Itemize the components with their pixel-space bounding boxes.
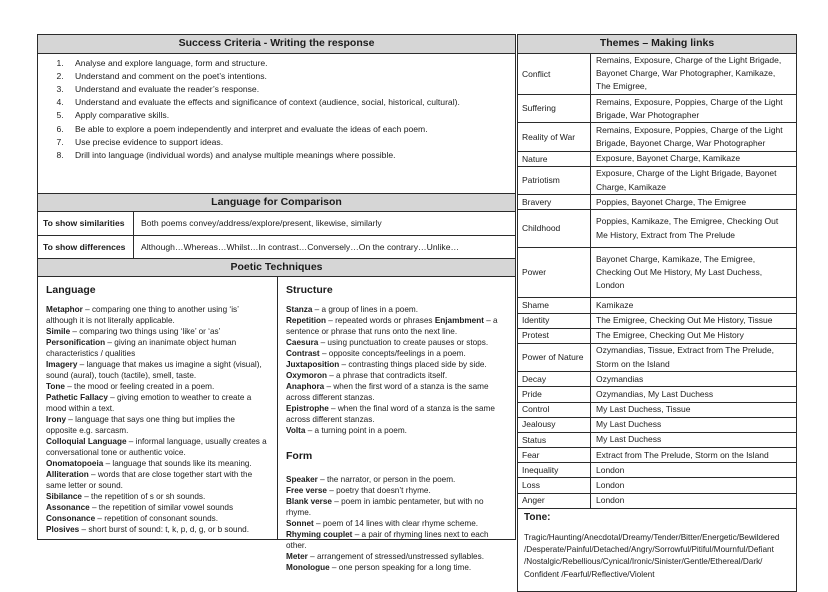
theme-name: Nature bbox=[518, 152, 591, 166]
themes-table bbox=[517, 54, 797, 509]
term-definition: Sonnet – poem of 14 lines with clear rhyme scheme. bbox=[286, 519, 479, 529]
language-heading: Language bbox=[46, 284, 96, 297]
theme-row bbox=[517, 494, 797, 509]
theme-name: Jealousy bbox=[518, 418, 591, 432]
structure-column bbox=[278, 277, 515, 573]
success-criteria-list bbox=[38, 58, 509, 162]
theme-name: Loss bbox=[518, 478, 591, 492]
language-terms-list bbox=[46, 305, 268, 536]
term-definition: Pathetic Fallacy – giving emotion to weather to create a mood within a text. bbox=[46, 393, 252, 414]
term-definition: Colloquial Language – informal language, usually creates a conversational tone or authentic voice. bbox=[46, 437, 267, 458]
theme-row bbox=[517, 433, 797, 448]
success-criteria-item: 6. Be able to explore a poem independently and interpret and evaluate the ideas of each poem. bbox=[66, 124, 509, 136]
theme-row bbox=[517, 403, 797, 418]
theme-name: Control bbox=[518, 403, 591, 417]
theme-name: Reality of War bbox=[518, 123, 591, 150]
poetic-techniques-columns bbox=[37, 277, 516, 573]
theme-row bbox=[517, 314, 797, 329]
poetic-techniques-header: Poetic Techniques bbox=[37, 259, 516, 278]
term-definition: Metaphor – comparing one thing to another using ‘is’ although it is not literally applicable. bbox=[46, 305, 239, 326]
term-definition: Meter – arrangement of stressed/unstressed syllables. bbox=[286, 552, 484, 562]
theme-poems: London bbox=[596, 479, 625, 490]
term-definition: Tone – the mood or feeling created in a poem. bbox=[46, 382, 215, 392]
theme-poems: The Emigree, Checking Out Me History bbox=[596, 330, 744, 341]
term-definition: Assonance – the repetition of similar vowel sounds bbox=[46, 503, 234, 513]
comparison-row-value: Although…Whereas…Whilst…In contrast…Conversely…On the contrary…Unlike… bbox=[141, 241, 460, 252]
language-for-comparison-rows bbox=[37, 212, 516, 259]
theme-poems: Ozymandias, Tissue, Extract from The Prelude, Storm on the Island bbox=[596, 345, 774, 369]
theme-poems: London bbox=[596, 464, 625, 475]
term-definition: Simile – comparing two things using ‘like’ or ‘as’ bbox=[46, 327, 221, 337]
comparison-row bbox=[37, 212, 516, 235]
themes-header: Themes – Making links bbox=[517, 34, 797, 54]
theme-row bbox=[517, 123, 797, 151]
success-criteria-item: 1. Analyse and explore language, form and structure. bbox=[66, 58, 509, 70]
theme-row bbox=[517, 344, 797, 372]
theme-poems: Remains, Exposure, Poppies, Charge of the Light Brigade, Bayonet Charge, War Photographer bbox=[596, 124, 783, 149]
term-definition: Alliteration – words that are close together start with the same letter or sound. bbox=[46, 470, 253, 491]
theme-name: Patriotism bbox=[518, 167, 591, 194]
theme-name: Decay bbox=[518, 372, 591, 386]
theme-name: Bravery bbox=[518, 195, 591, 209]
term-definition: Volta – a turning point in a poem. bbox=[286, 426, 407, 436]
term-definition: Stanza – a group of lines in a poem. bbox=[286, 305, 418, 315]
theme-row bbox=[517, 329, 797, 344]
theme-poems: Exposure, Bayonet Charge, Kamikaze bbox=[596, 153, 741, 164]
term-definition: Onomatopoeia – language that sounds like its meaning. bbox=[46, 459, 252, 469]
term-definition: Oxymoron – a phrase that contradicts itself. bbox=[286, 371, 448, 381]
theme-row bbox=[517, 448, 797, 463]
theme-row bbox=[517, 152, 797, 167]
theme-row bbox=[517, 478, 797, 493]
language-for-comparison-header: Language for Comparison bbox=[37, 194, 516, 213]
success-criteria-item: 7. Use precise evidence to support ideas. bbox=[66, 137, 509, 149]
term-definition: Speaker – the narrator, or person in the poem. bbox=[286, 475, 456, 485]
theme-name: Suffering bbox=[518, 95, 591, 122]
theme-row bbox=[517, 167, 797, 195]
theme-name: Shame bbox=[518, 298, 591, 312]
theme-name: Childhood bbox=[518, 210, 591, 246]
success-criteria-item: 5. Apply comparative skills. bbox=[66, 110, 509, 122]
theme-poems: The Emigree, Checking Out Me History, Tissue bbox=[596, 315, 773, 326]
tone-label: Tone: bbox=[524, 511, 551, 523]
theme-row bbox=[517, 195, 797, 210]
theme-name: Fear bbox=[518, 448, 591, 462]
tone-text: Tragic/Haunting/Anecdotal/Dreamy/Tender/Bitter/Energetic/Bewildered /Desperate/Painful/Detached/Angry/Sorrowful/Pitiful/Mournful/Defiant /Nostalgic/Rebellious/Cynical/Ironic/Sinister/Gentle/Ethereal/Dark/ Confident /Fearful/Reflective/Violent bbox=[524, 532, 780, 579]
theme-row bbox=[517, 95, 797, 123]
theme-row bbox=[517, 463, 797, 478]
term-definition: Personification – giving an inanimate object human characteristics / qualities bbox=[46, 338, 237, 359]
theme-poems: Remains, Exposure, Charge of the Light Brigade, Bayonet Charge, War Photographer, Kamikaze, The Emigree, bbox=[596, 55, 782, 92]
theme-poems: Remains, Exposure, Poppies, Charge of the Light Brigade, War Photographer bbox=[596, 96, 783, 120]
form-heading: Form bbox=[286, 450, 313, 463]
theme-poems: Kamikaze bbox=[596, 299, 634, 310]
term-definition: Free verse – poetry that doesn’t rhyme. bbox=[286, 486, 431, 496]
comparison-row-label: To show differences bbox=[38, 236, 134, 258]
term-definition: Epistrophe – when the final word of a stanza is the same across different stanzas. bbox=[286, 404, 495, 425]
theme-poems: Bayonet Charge, Kamikaze, The Emigree, Checking Out Me History, My Last Duchess, London bbox=[596, 253, 763, 291]
term-definition: Monologue – one person speaking for a long time. bbox=[286, 563, 472, 573]
theme-row bbox=[517, 387, 797, 402]
term-definition: Repetition – repeated words or phrases Enjambment – a sentence or phrase that runs onto the next line. bbox=[286, 316, 498, 337]
term-definition: Caesura – using punctuation to create pauses or stops. bbox=[286, 338, 489, 348]
form-terms-list bbox=[286, 475, 506, 574]
theme-name: Power of Nature bbox=[518, 344, 591, 371]
theme-row bbox=[517, 248, 797, 299]
theme-poems: Poppies, Bayonet Charge, The Emigree bbox=[596, 196, 747, 207]
theme-name: Pride bbox=[518, 387, 591, 401]
theme-row bbox=[517, 54, 797, 96]
term-definition: Irony – language that says one thing but implies the opposite e.g. sarcasm. bbox=[46, 415, 235, 436]
term-definition: Sibilance – the repetition of s or sh sounds. bbox=[46, 492, 206, 502]
term-definition: Consonance – repetition of consonant sounds. bbox=[46, 514, 219, 524]
comparison-row-label: To show similarities bbox=[38, 212, 134, 234]
theme-row bbox=[517, 298, 797, 313]
theme-row bbox=[517, 372, 797, 387]
theme-name: Anger bbox=[518, 494, 591, 508]
tone-box bbox=[517, 509, 797, 592]
theme-name: Protest bbox=[518, 329, 591, 343]
language-column bbox=[38, 277, 278, 539]
success-criteria-item: 2. Understand and comment on the poet’s intentions. bbox=[66, 71, 509, 83]
theme-poems: Ozymandias, My Last Duchess bbox=[596, 388, 714, 399]
success-criteria-item: 8. Drill into language (individual words) and analyse multiple meanings where possible. bbox=[66, 150, 509, 162]
theme-poems: My Last Duchess, Tissue bbox=[596, 404, 691, 415]
theme-poems: Poppies, Kamikaze, The Emigree, Checking Out Me History, Extract from The Prelude bbox=[596, 216, 779, 240]
structure-terms-list bbox=[286, 305, 506, 437]
term-definition: Contrast – opposite concepts/feelings in a poem. Juxtaposition – contrasting things placed side by side. bbox=[286, 349, 487, 370]
theme-poems: Exposure, Charge of the Light Brigade, Bayonet Charge, Kamikaze bbox=[596, 168, 777, 192]
left-column bbox=[37, 34, 516, 573]
success-criteria-header: Success Criteria - Writing the response bbox=[37, 34, 516, 54]
term-definition: Plosives – short burst of sound: t, k, p, d, g, or b sound. bbox=[46, 525, 249, 535]
theme-name: Identity bbox=[518, 314, 591, 328]
comparison-row-value: Both poems convey/address/explore/present, likewise, similarly bbox=[141, 218, 382, 229]
term-definition: Rhyming couplet – a pair of rhyming lines next to each other. bbox=[286, 530, 489, 551]
theme-poems: Extract from The Prelude, Storm on the Island bbox=[596, 449, 769, 460]
success-criteria-item: 4. Understand and evaluate the effects and significance of context (audience, social, historical, cultural). bbox=[66, 97, 509, 109]
theme-name: Status bbox=[518, 433, 591, 447]
theme-name: Inequality bbox=[518, 463, 591, 477]
term-definition: Blank verse – poem in iambic pentameter, but with no rhyme. bbox=[286, 497, 484, 518]
theme-row bbox=[517, 210, 797, 247]
term-definition: Anaphora – when the first word of a stanza is the same across different stanzas. bbox=[286, 382, 489, 403]
comparison-row bbox=[37, 236, 516, 259]
theme-poems: My Last Duchess bbox=[596, 419, 662, 430]
theme-name: Conflict bbox=[518, 54, 591, 95]
structure-heading: Structure bbox=[286, 284, 333, 297]
success-criteria-body bbox=[37, 54, 516, 194]
theme-name: Power bbox=[518, 248, 591, 298]
theme-poems: London bbox=[596, 495, 625, 506]
theme-poems: Ozymandias bbox=[596, 373, 644, 384]
theme-row bbox=[517, 418, 797, 433]
term-definition: Imagery – language that makes us imagine a sight (visual), sound (aural), touch (tactile), smell, taste. bbox=[46, 360, 262, 381]
theme-poems: My Last Duchess bbox=[596, 434, 662, 445]
right-column bbox=[517, 34, 797, 592]
success-criteria-item: 3. Understand and evaluate the reader’s response. bbox=[66, 84, 509, 96]
